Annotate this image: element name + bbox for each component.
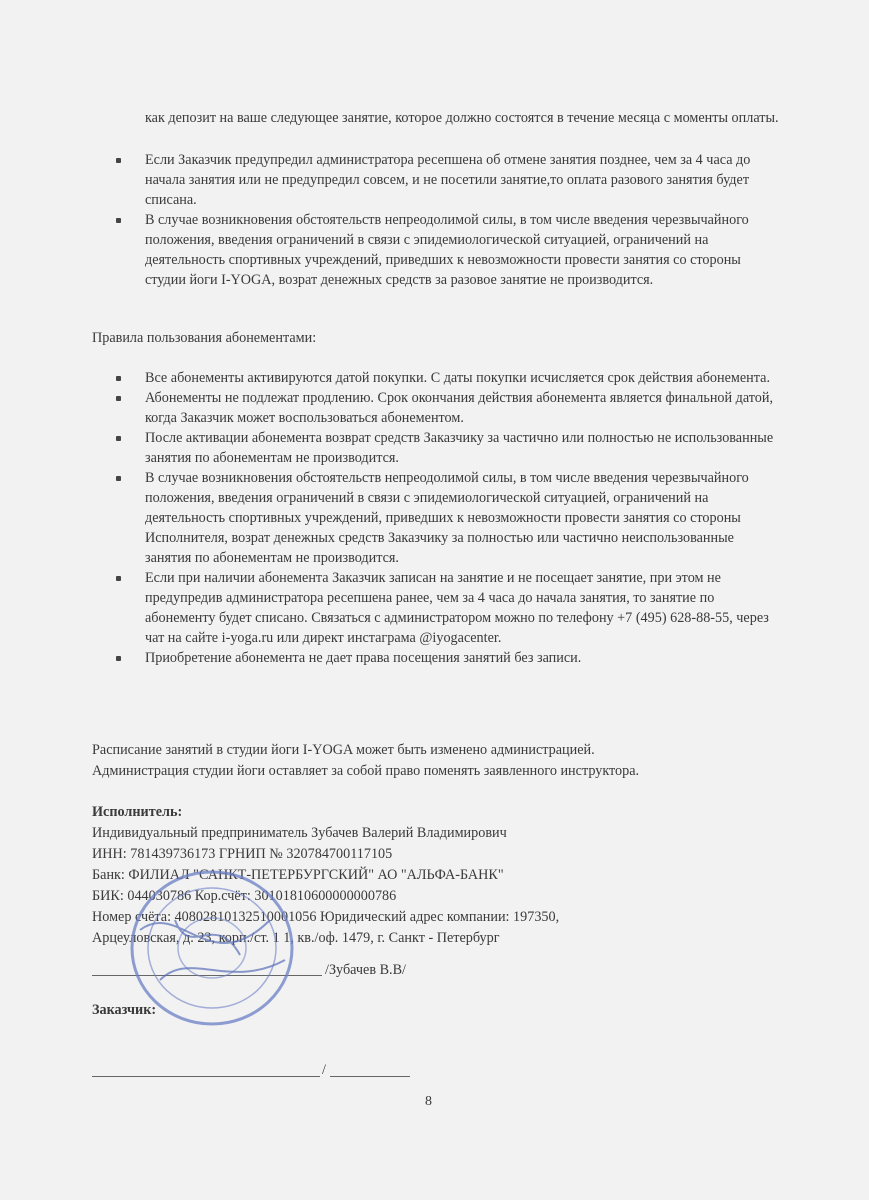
customer-signature-slash: / bbox=[322, 1062, 326, 1078]
bullet-icon bbox=[116, 576, 121, 581]
executor-label: Исполнитель: bbox=[92, 804, 183, 820]
list-item: Приобретение абонемента не дает права посещения занятий без записи. bbox=[114, 648, 774, 668]
customer-label: Заказчик: bbox=[92, 1002, 157, 1018]
bullet-icon bbox=[116, 396, 121, 401]
bullet-icon bbox=[116, 376, 121, 381]
executor-name: Индивидуальный предприниматель Зубачев Валерий Владимирович bbox=[92, 825, 507, 841]
list-item: В случае возникновения обстоятельств непреодолимой силы, в том числе введения черезвычайного положения, введения ограничений в связи с эпидемиологической ситуацией, ограничений на деятельность спортивных учреждений, приведших к невозможности провести занятия со стороны Исполнителя, возрат денежных средств Заказчику за полностью или частично неиспользованные занятия по абонементам не производится. bbox=[114, 468, 774, 568]
list-item: Абонементы не подлежат продлению. Срок окончания действия абонемента является финальной датой, когда Заказчик может воспользоваться абонементом. bbox=[114, 388, 774, 428]
bullet-icon bbox=[116, 436, 121, 441]
bullet-icon bbox=[116, 218, 121, 223]
executor-account: Номер счёта: 40802810132510001056 Юридический адрес компании: 197350, bbox=[92, 909, 560, 925]
list-item: Если при наличии абонемента Заказчик записан на занятие и не посещает занятие, при этом не предупредив администратора ресепшена ранее, чем за 4 часа до начала занятия, то занятие по абонементу будет списано. Связаться с администратором можно по телефону +7 (495) 628-88-55, через чат на сайте i-yoga.ru или директ инстаграма @iyogacenter. bbox=[114, 568, 774, 648]
bullet-icon bbox=[116, 476, 121, 481]
customer-name-line bbox=[330, 1076, 410, 1077]
list-item: Все абонементы активируются датой покупки. С даты покупки исчисляется срок действия абонемента. bbox=[114, 368, 774, 388]
executor-bank: Банк: ФИЛИАЛ "САНКТ-ПЕТЕРБУРГСКИЙ" АО "АЛЬФА-БАНК" bbox=[92, 867, 504, 883]
executor-inn: ИНН: 781439736173 ГРНИП № 320784700117105 bbox=[92, 846, 393, 862]
list-item: В случае возникновения обстоятельств непреодолимой силы, в том числе введения черезвычайного положения, введения ограничений в связи с эпидемиологической ситуацией, ограничений на деятельность спортивных учреждений, приведших к невозможности провести занятия со стороны студии йоги I-YOGA, возрат денежных средств за разовое занятие не производится. bbox=[114, 210, 774, 290]
executor-address: Арцеуловская, д. 23, корп./ст. 1 1, кв./оф. 1479, г. Санкт - Петербург bbox=[92, 930, 500, 946]
bullet-icon bbox=[116, 158, 121, 163]
continuation-text: как депозит на ваше следующее занятие, которое должно состоятся в течение месяца с моменты оплаты. bbox=[145, 110, 779, 126]
list-item: После активации абонемента возврат средств Заказчику за частично или полностью не использованные занятия по абонементам не производится. bbox=[114, 428, 774, 468]
page-number: 8 bbox=[425, 1094, 432, 1109]
customer-signature-line bbox=[92, 1076, 320, 1077]
executor-signature-name: /Зубачев В.В/ bbox=[325, 962, 406, 978]
subscription-rules bbox=[114, 368, 774, 668]
executor-bik: БИК: 044030786 Кор.счёт: 30101810600000000786 bbox=[92, 888, 397, 904]
refund-bullets bbox=[114, 150, 774, 290]
list-item: Если Заказчик предупредил администратора ресепшена об отмене занятия позднее, чем за 4 часа до начала занятия или не предупредил совсем, и не посетили занятие,то оплата разового занятия будет списана. bbox=[114, 150, 774, 210]
bullet-icon bbox=[116, 656, 121, 661]
section-title: Правила пользования абонементами: bbox=[92, 330, 317, 346]
schedule-note: Расписание занятий в студии йоги I-YOGA может быть изменено администрацией. Администрация студии йоги оставляет за собой право поменять заявленного инструктора. bbox=[92, 742, 640, 779]
